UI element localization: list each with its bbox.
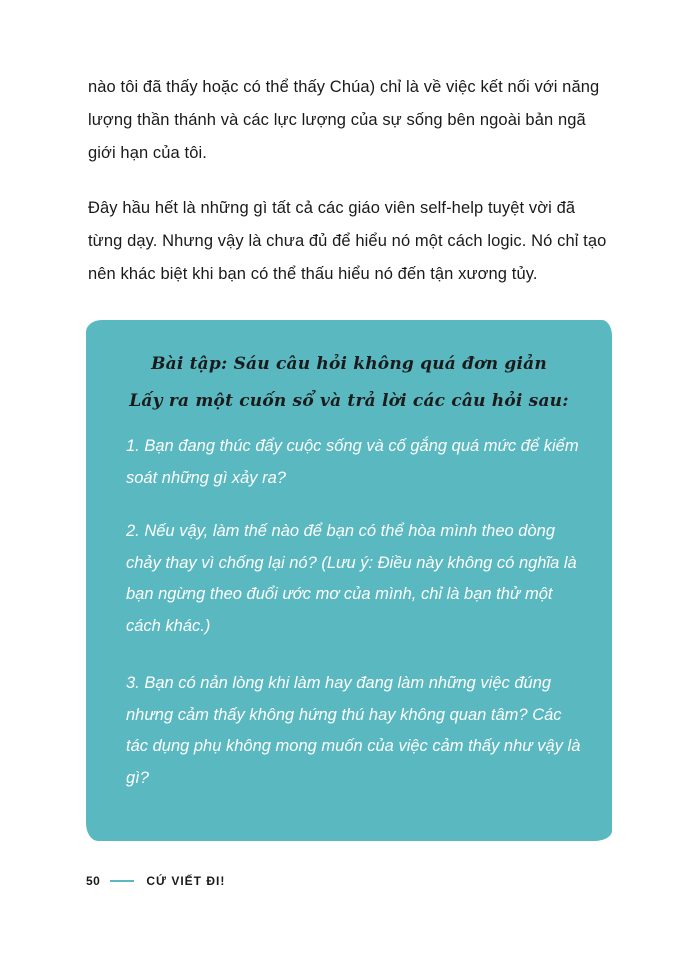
page-number: 50	[86, 874, 101, 888]
exercise-title: Bài tập: Sáu câu hỏi không quá đơn giản	[151, 354, 547, 374]
exercise-question: 1. Bạn đang thúc đẩy cuộc sống và cố gắng quá mức để kiểm soát những gì xảy ra?	[126, 437, 579, 487]
running-title: CỨ VIẾT ĐI!	[146, 874, 226, 888]
exercise-question: 2. Nếu vậy, làm thế nào để bạn có thể hòa mình theo dòng chảy thay vì chống lại nó? (Lưu ý: Điều này không có nghĩa là bạn ngừng theo đuổi ước mơ của mình, chỉ là bạn thử một cách khác.)	[126, 522, 577, 635]
footer-divider	[110, 880, 134, 882]
exercise-question: 3. Bạn có nản lòng khi làm hay đang làm những việc đúng nhưng cảm thấy không hứng thú hay không quan tâm? Các tác dụng phụ không mong muốn của việc cảm thấy như vậy là gì?	[126, 674, 581, 787]
page-footer	[86, 872, 225, 890]
exercise-box	[86, 320, 612, 841]
exercise-instruction: Lấy ra một cuốn sổ và trả lời các câu hỏi sau:	[129, 391, 569, 411]
body-paragraph: Đây hầu hết là những gì tất cả các giáo viên self-help tuyệt vời đã từng dạy. Nhưng vậy là chưa đủ để hiểu nó một cách logic. Nó chỉ tạo nên khác biệt khi bạn có thể thấu hiểu nó đến tận xương tủy.	[88, 199, 607, 283]
body-paragraph: nào tôi đã thấy hoặc có thể thấy Chúa) chỉ là về việc kết nối với năng lượng thần thánh và các lực lượng của sự sống bên ngoài bản ngã giới hạn của tôi.	[88, 78, 600, 162]
